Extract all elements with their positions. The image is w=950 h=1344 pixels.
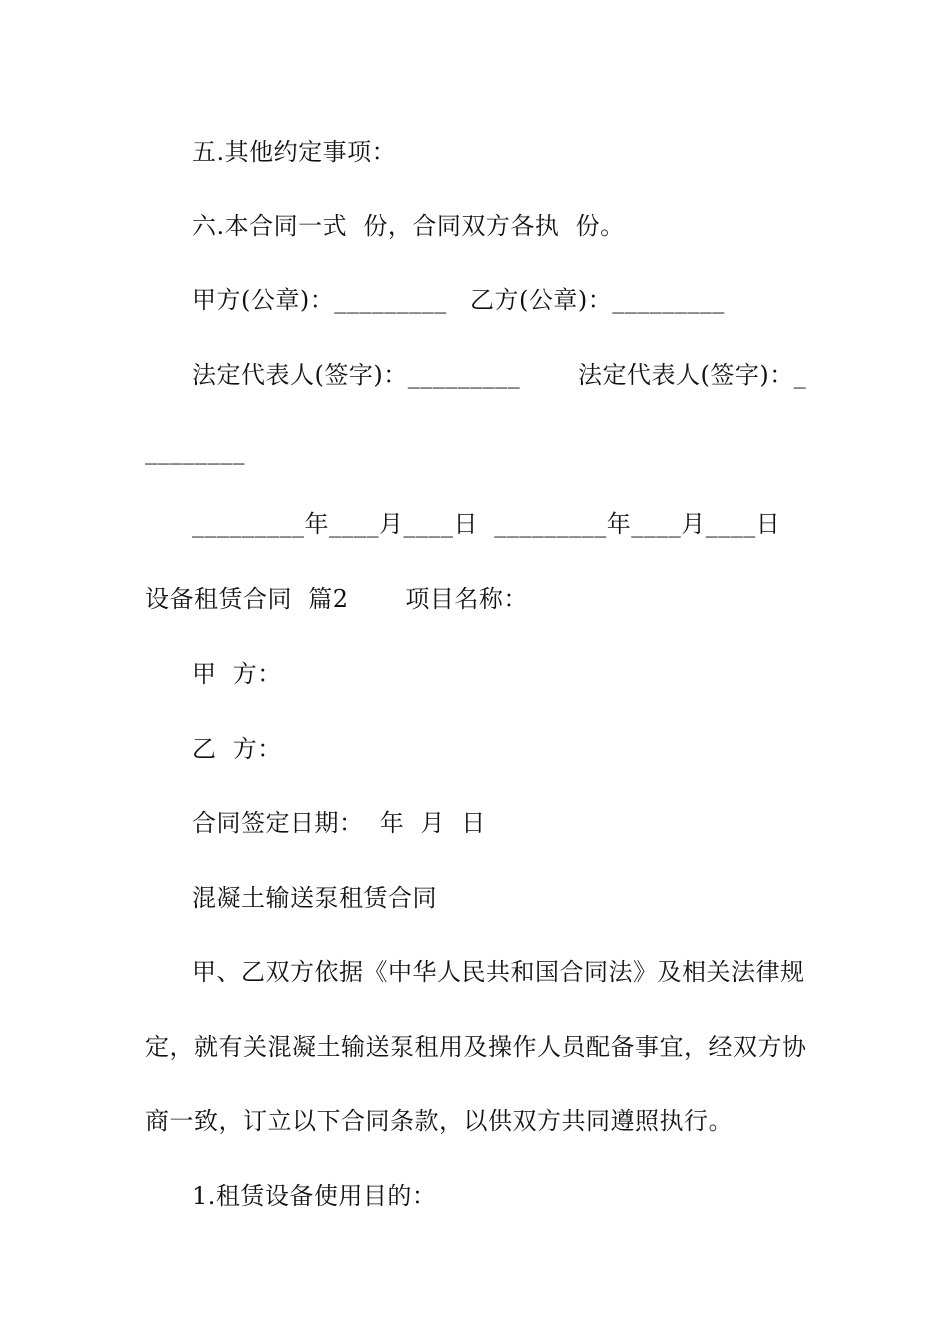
clause-5-other-matters: 五.其他约定事项： bbox=[192, 138, 397, 166]
contract-title: 混凝土输送泵租赁合同 bbox=[192, 884, 437, 912]
intro-paragraph-line-2: 定，就有关混凝土输送泵租用及操作人员配备事宜，经双方协 bbox=[145, 1033, 807, 1061]
party-b-representative-continuation: ________ bbox=[145, 437, 245, 465]
party-a-label: 甲 方： bbox=[192, 660, 282, 688]
party-b-label: 乙 方： bbox=[192, 735, 282, 763]
party-b-seal-line: 乙方(公章)：_________ bbox=[470, 286, 725, 314]
section-header: 设备租赁合同 篇2 项目名称： bbox=[145, 585, 528, 613]
clause-6-copies: 六.本合同一式 份，合同双方各执 份。 bbox=[192, 212, 625, 240]
clause-1-purpose: 1.租赁设备使用目的： bbox=[192, 1182, 437, 1210]
party-a-seal-line: 甲方(公章)：_________ bbox=[192, 286, 447, 314]
contract-sign-date: 合同签定日期： 年 月 日 bbox=[192, 809, 486, 837]
party-a-representative-line: 法定代表人(签字)：_________ bbox=[192, 361, 521, 389]
intro-paragraph-line-3: 商一致，订立以下合同条款，以供双方共同遵照执行。 bbox=[145, 1107, 733, 1135]
signature-dates: _________年____月____日 _________年____月____日 bbox=[192, 510, 781, 538]
intro-paragraph-line-1: 甲、乙双方依据《中华人民共和国合同法》及相关法律规 bbox=[192, 958, 805, 986]
party-b-representative-line: 法定代表人(签字)：_ bbox=[578, 361, 807, 389]
